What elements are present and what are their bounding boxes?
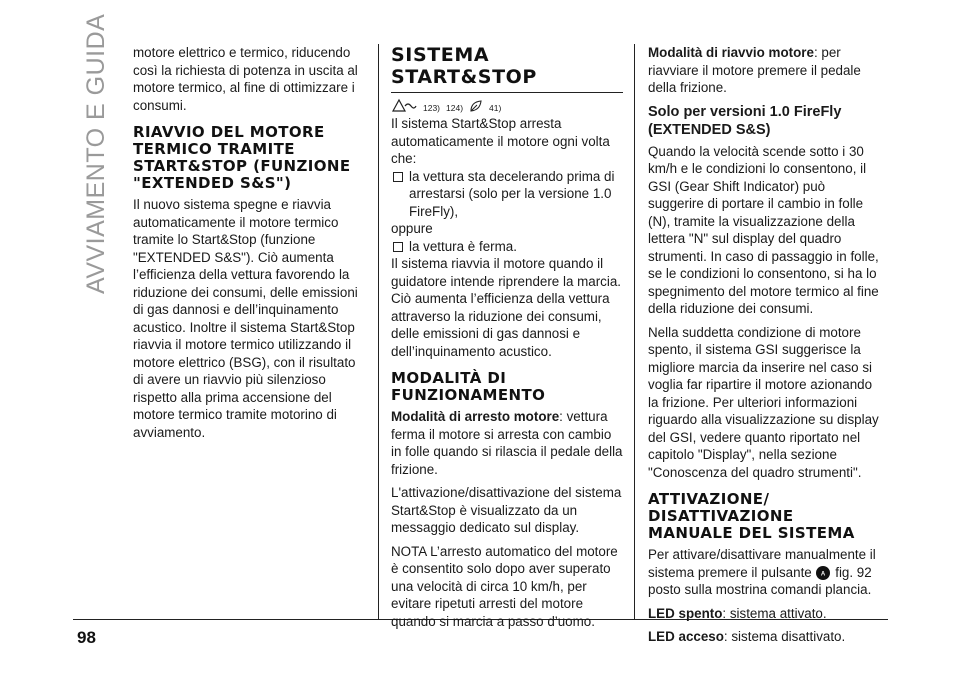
footnote-ref-3: 41) <box>489 103 502 113</box>
nota-paragraph: NOTA L’arresto automatico del motore è consentito solo dopo aver superato una velocità di circa 10 km/h, per evitare ripetuti arresti del motore quando si marcia a passo d’uomo. <box>391 543 618 629</box>
intro-paragraph: motore elettrico e termico, riducendo così la richiesta di potenza in uscita al motore termico, al fine di ottimizzare i consumi. <box>133 45 358 113</box>
gsi-paragraph: Quando la velocità scende sotto i 30 km/h e le condizioni lo consentono, il GSI (Gear Shift Indicator) può suggerire di portare il cambio in folle (N), tramite la visualizzazione della lettera "N" sul display del quadro strumenti. In caso di passaggio in folle, se le condizioni lo consentono, si ha lo spegnimento del motore termico al fine della riduzione dei consumi. <box>648 143 879 316</box>
bullet-stopped-text: la vettura è ferma. <box>409 238 517 254</box>
bullet-square-icon <box>393 172 403 182</box>
manual-toggle-paragraph <box>648 546 880 599</box>
chapter-title-text: AVVIAMENTO E GUIDA <box>82 13 110 294</box>
gsi-detail-paragraph: Nella suddetta condizione di motore spento, il sistema GSI suggerisce la migliore marcia da inserire nel caso si voglia far ripartire il motore azionando la frizione. Per ulteriori informazioni riguardo alla visualizzazione su display del GSI, vedere quanto riportato nel capitolo "Display", nella sezione "Conoscenza del quadro strumenti". <box>648 324 879 480</box>
arresto-paragraph <box>391 408 623 478</box>
section-heading-modalita: MODALITÀ DI FUNZIONAMENTO <box>391 369 546 404</box>
display-message-paragraph: L'attivazione/disattivazione del sistema Start&Stop è visualizzato da un messaggio dedicato sul display. <box>391 485 622 535</box>
column-1 <box>133 44 363 447</box>
subheading-firefly: Solo per versioni 1.0 FireFly (EXTENDED S&S) <box>648 103 842 138</box>
chapter-side-title <box>76 13 116 302</box>
section-heading-start-stop: SISTEMA START&STOP <box>391 44 623 93</box>
column-3 <box>648 44 880 652</box>
section-heading-attivazione: ATTIVAZIONE/ DISATTIVAZIONE MANUALE DEL SISTEMA <box>648 490 855 542</box>
riavvio-label: Modalità di riavvio motore <box>648 45 814 60</box>
bullet-square-icon <box>393 242 403 252</box>
leaf-icon <box>469 99 483 113</box>
riavvio-motore-paragraph <box>648 44 880 97</box>
column-divider-2 <box>634 44 635 619</box>
warning-hand-icon <box>391 97 417 113</box>
riavvio-paragraph: Il nuovo sistema spegne e riavvia automaticamente il motore termico tramite lo Start&Stop (funzione "EXTENDED S&S"). Ciò aumenta l’efficienza della vettura favorendo la riduzione dei consumi, delle emissioni di gas dannosi e dell’inquinamento acustico. Inoltre il sistema Start&Stop riavvia il motore termico utilizzando il motore elettrico (BSG), con il risultato di avere un riavvio più silenzioso rispetto alla prima accensione del motore termico tramite motorino di avviamento. <box>133 197 358 440</box>
section-heading-riavvio: RIAVVIO DEL MOTORE TERMICO TRAMITE START&STOP (FUNZIONE "EXTENDED S&S") <box>133 123 351 192</box>
manual-toggle-text-b: fig. 92 posto sulla mostrina comandi plancia. <box>648 564 872 597</box>
stop-intro-paragraph: Il sistema Start&Stop arresta automaticamente il motore ogni volta che: <box>391 116 610 166</box>
bullet-decelerating <box>391 168 623 221</box>
led-off-label: LED spento <box>648 605 723 621</box>
footnote-ref-2: 124) <box>446 103 464 113</box>
led-off-paragraph <box>648 605 880 623</box>
led-on-text: : sistema disattivato. <box>723 629 846 644</box>
footnote-ref-1: 123) <box>423 103 441 113</box>
bullet-decelerating-text: la vettura sta decelerando prima di arrestarsi (solo per la versione 1.0 FireFly), <box>409 168 615 219</box>
led-on-paragraph <box>648 628 880 646</box>
footnote-icons <box>391 97 623 113</box>
svg-text:A: A <box>821 571 826 578</box>
page-number: 98 <box>77 628 96 647</box>
bullet-stopped <box>391 238 623 256</box>
start-stop-button-icon <box>815 565 831 581</box>
column-divider-1 <box>378 44 379 619</box>
restart-paragraph: Il sistema riavvia il motore quando il guidatore intende riprendere la marcia. Ciò aumenta l’efficienza della vettura attraverso la riduzione dei consumi, delle emissioni di gas dannosi e dell’inquinamento acustico. <box>391 256 622 359</box>
oppure-text: oppure <box>391 221 433 236</box>
manual-toggle-text-a: Per attivare/disattivare manualmente il sistema premere il pulsante <box>648 547 876 580</box>
column-2 <box>391 44 623 636</box>
led-off-text: : sistema attivato. <box>722 605 827 621</box>
arresto-label: Modalità di arresto motore <box>391 409 560 424</box>
arresto-text: : vettura ferma il motore si arresta con cambio in folle quando si rilascia il pedale della frizione. <box>391 409 623 477</box>
riavvio-text: : per riavviare il motore premere il pedale della frizione. <box>648 45 861 95</box>
led-on-label: LED acceso <box>648 629 724 644</box>
